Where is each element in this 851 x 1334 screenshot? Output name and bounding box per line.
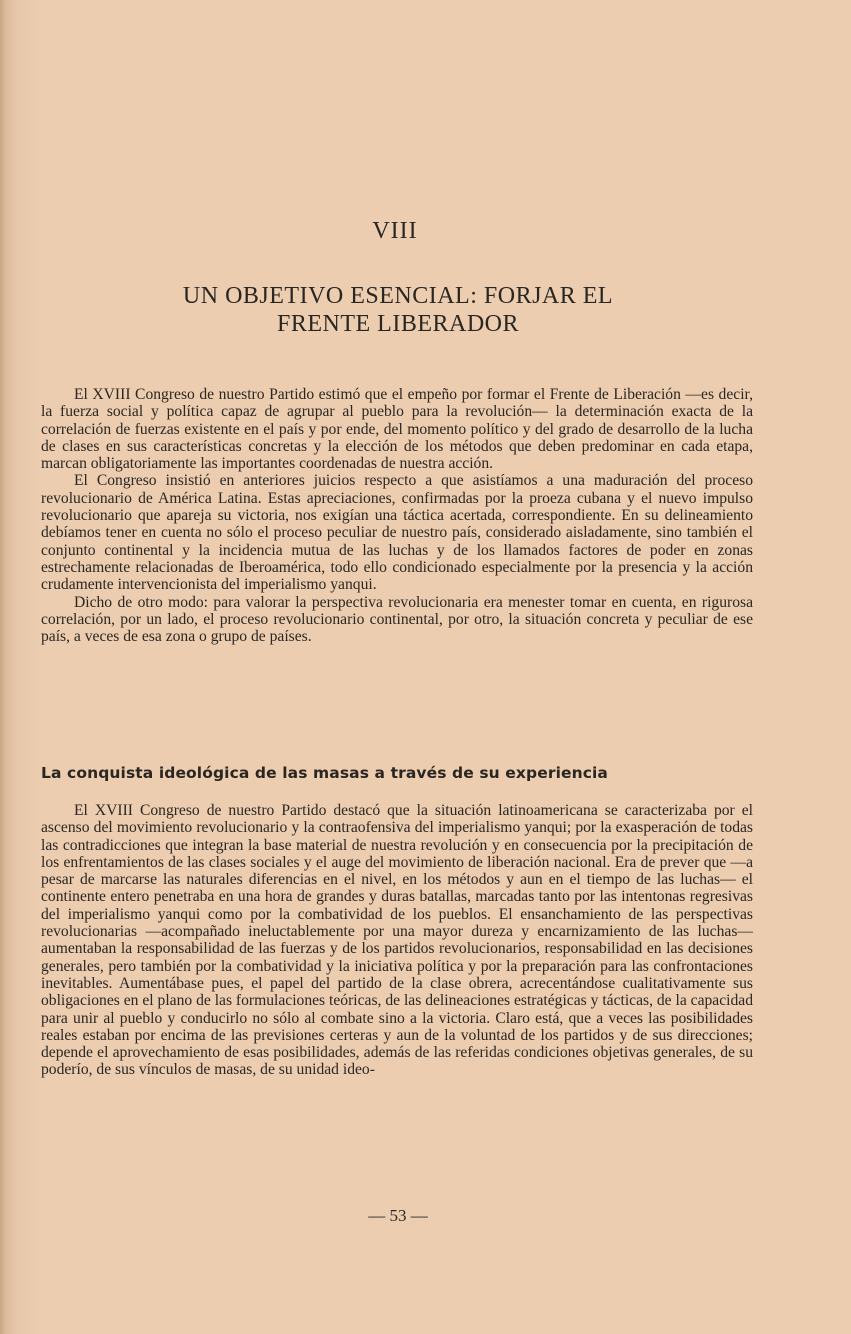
page-number: — 53 —: [368, 1206, 428, 1225]
chapter-title: [0, 282, 796, 338]
section-2-body: [41, 802, 753, 1079]
chapter-title-line-1: UN OBJETIVO ESENCIAL: FORJAR EL: [182, 283, 614, 309]
section-1-body: [41, 386, 753, 645]
paragraph: El XVIII Congreso de nuestro Partido destacó que la situación latinoamericana se caracterizaba por el ascenso del movimiento revolucionario y la contraofensiva del imperialismo yanqui; por la exasperación de todas las contradicciones que integran la base material de nuestra revolución y en consecuencia por la precipitación de los enfrentamientos de las clases sociales y el auge del movimiento de liberación nacional. Era de prever que —a pesar de marcarse las naturales diferencias en el nivel, en los métodos y aun en el tiempo de las luchas— el continente entero penetraba en una hora de grandes y duras batallas, marcadas tanto por las intentonas regresivas del imperialismo yanqui como por la combatividad de los pueblos. El ensanchamiento de las perspectivas revolucionarias —acompañado ineluctablemente por una mayor dureza y encarnizamiento de las luchas— aumentaban la responsabilidad de las fuerzas y de los partidos revolucionarios, responsabilidad en las decisiones generales, pero también por la combatividad y la iniciativa política y por la preparación para las confrontaciones inevitables. Aumentábase pues, el papel del partido de la clase obrera, acrecentándose cualitativamente sus obligaciones en el plano de las formulaciones teóricas, de las delineaciones estratégicas y tácticas, de la capacidad para unir al pueblo y conducirlo no sólo al combate sino a la victoria. Claro está, que a veces las posibilidades reales estaban por encima de las previsiones certeras y aun de la voluntad de los partidos y de sus direcciones; depende el aprovechamiento de esas posibilidades, además de las referidas condiciones objetivas generales, de su poderío, de sus vínculos de masas, de su unidad ideo-: [41, 802, 753, 1079]
chapter-title-line-2: FRENTE LIBERADOR: [277, 311, 519, 337]
paragraph: El Congreso insistió en anteriores juicios respecto a que asistíamos a una maduración del proceso revolucionario de América Latina. Estas apreciaciones, confirmadas por la proeza cubana y el nuevo impulso revolucionario que apareja su victoria, nos exigían una táctica acertada, correspondiente. En su delineamiento debíamos tener en cuenta no sólo el proceso peculiar de nuestro país, considerado aisladamente, sino también el conjunto continental y la incidencia mutua de las luchas y de los llamados factores de poder en zonas estrechamente relacionadas de Iberoamérica, todo ello condicionado especialmente por la presencia y la acción crudamente intervencionista del imperialismo yanqui.: [41, 472, 753, 594]
section-heading: La conquista ideológica de las masas a través de su experiencia: [41, 764, 608, 782]
chapter-number: VIII: [372, 218, 418, 244]
paragraph: Dicho de otro modo: para valorar la perspectiva revolucionaria era menester tomar en cuenta, en rigurosa correlación, por un lado, el proceso revolucionario continental, por otro, la situación concreta y peculiar de ese país, a veces de esa zona o grupo de países.: [41, 593, 753, 646]
paragraph: El XVIII Congreso de nuestro Partido estimó que el empeño por formar el Frente de Liberación —es decir, la fuerza social y política capaz de agrupar al pueblo para la revolución— la determinación exacta de la correlación de fuerzas existente en el país y por ende, del momento político y del grado de desarrollo de la lucha de clases en sus características concretas y la elección de los métodos que deben predominar en cada etapa, marcan obligatoriamente las importantes coordenadas de nuestra acción.: [41, 386, 753, 473]
